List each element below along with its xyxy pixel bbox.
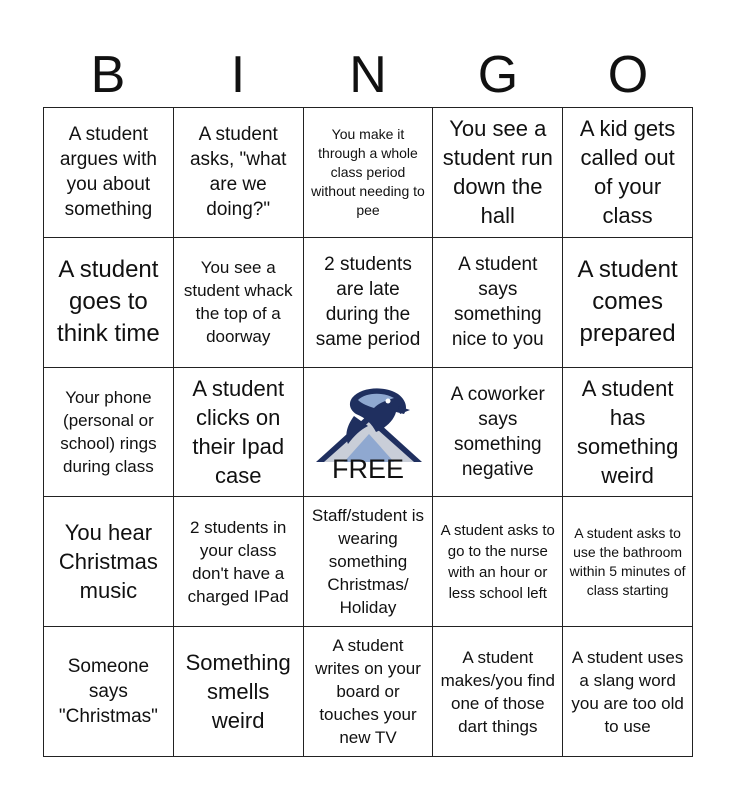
bingo-cell[interactable] xyxy=(44,368,174,498)
bingo-cell[interactable] xyxy=(563,238,693,368)
cell-text: A student asks, "what are we doing?" xyxy=(189,124,287,221)
cell-text: Your phone (personal or school) rings during class xyxy=(60,387,157,476)
cell-text: You see a student whack the top of a doorway xyxy=(183,258,293,347)
cell-text: A student asks to use the bathroom within 5 minutes of class starting xyxy=(569,524,686,598)
bingo-cell[interactable] xyxy=(44,238,174,368)
bingo-cell[interactable] xyxy=(433,108,563,238)
bingo-cell[interactable] xyxy=(563,368,693,498)
cell-text: You see a student run down the hall xyxy=(442,116,553,229)
cell-text: A student has something weird xyxy=(576,375,679,488)
header-letter-i: I xyxy=(230,46,246,104)
cell-text: A student writes on your board or touches your new TV xyxy=(315,636,421,748)
bingo-cell[interactable] xyxy=(44,108,174,238)
bingo-cell[interactable] xyxy=(174,368,304,498)
cell-text: Something smells weird xyxy=(185,650,291,734)
cell-text: Staff/student is wearing something Christmas/ Holiday xyxy=(311,506,425,618)
cell-text: You hear Christmas music xyxy=(58,520,158,604)
cell-text: A student clicks on their Ipad case xyxy=(192,375,285,488)
cell-text: A student goes to think time xyxy=(57,256,160,348)
eagle-mountain-logo-icon xyxy=(314,384,424,464)
cell-text: 2 students in your class don't have a charged IPad xyxy=(187,517,289,606)
cell-text: A student argues with you about something xyxy=(59,124,157,221)
cell-text: A student makes/you find one of those dart things xyxy=(440,647,555,736)
bingo-cell[interactable] xyxy=(304,238,434,368)
bingo-cell[interactable] xyxy=(174,497,304,627)
bingo-cell[interactable] xyxy=(304,497,434,627)
header-letter-o: O xyxy=(607,46,649,104)
header-letter-n: N xyxy=(349,46,387,104)
cell-text: A coworker says something negative xyxy=(450,383,545,480)
cell-text: A student comes prepared xyxy=(577,256,678,348)
bingo-cell[interactable] xyxy=(304,108,434,238)
bingo-cell[interactable] xyxy=(433,238,563,368)
cell-text: Someone says "Christmas" xyxy=(58,656,158,728)
bingo-header xyxy=(43,44,693,106)
bingo-cell[interactable] xyxy=(174,108,304,238)
cell-text: A student says something nice to you xyxy=(451,254,544,351)
bingo-cell[interactable] xyxy=(563,497,693,627)
cell-text: A student uses a slang word you are too old to use xyxy=(571,647,684,736)
cell-text: You make it through a whole class period without needing to pee xyxy=(311,125,425,218)
bingo-cell[interactable] xyxy=(304,627,434,757)
header-letter-b: B xyxy=(90,46,126,104)
free-space[interactable] xyxy=(304,368,434,498)
bingo-grid xyxy=(43,107,693,757)
bingo-cell[interactable] xyxy=(433,497,563,627)
bingo-cell[interactable] xyxy=(563,108,693,238)
bingo-cell[interactable] xyxy=(174,238,304,368)
bingo-cell[interactable] xyxy=(44,497,174,627)
bingo-cell[interactable] xyxy=(563,627,693,757)
bingo-cell[interactable] xyxy=(433,368,563,498)
bingo-cell[interactable] xyxy=(174,627,304,757)
bingo-cell[interactable] xyxy=(44,627,174,757)
cell-text: A student asks to go to the nurse with an hour or less school left xyxy=(440,521,555,602)
bingo-cell[interactable] xyxy=(433,627,563,757)
cell-text: A kid gets called out of your class xyxy=(579,116,676,229)
header-letter-g: G xyxy=(477,46,519,104)
free-label: FREE xyxy=(331,454,404,485)
cell-text: 2 students are late during the same period xyxy=(315,254,421,351)
